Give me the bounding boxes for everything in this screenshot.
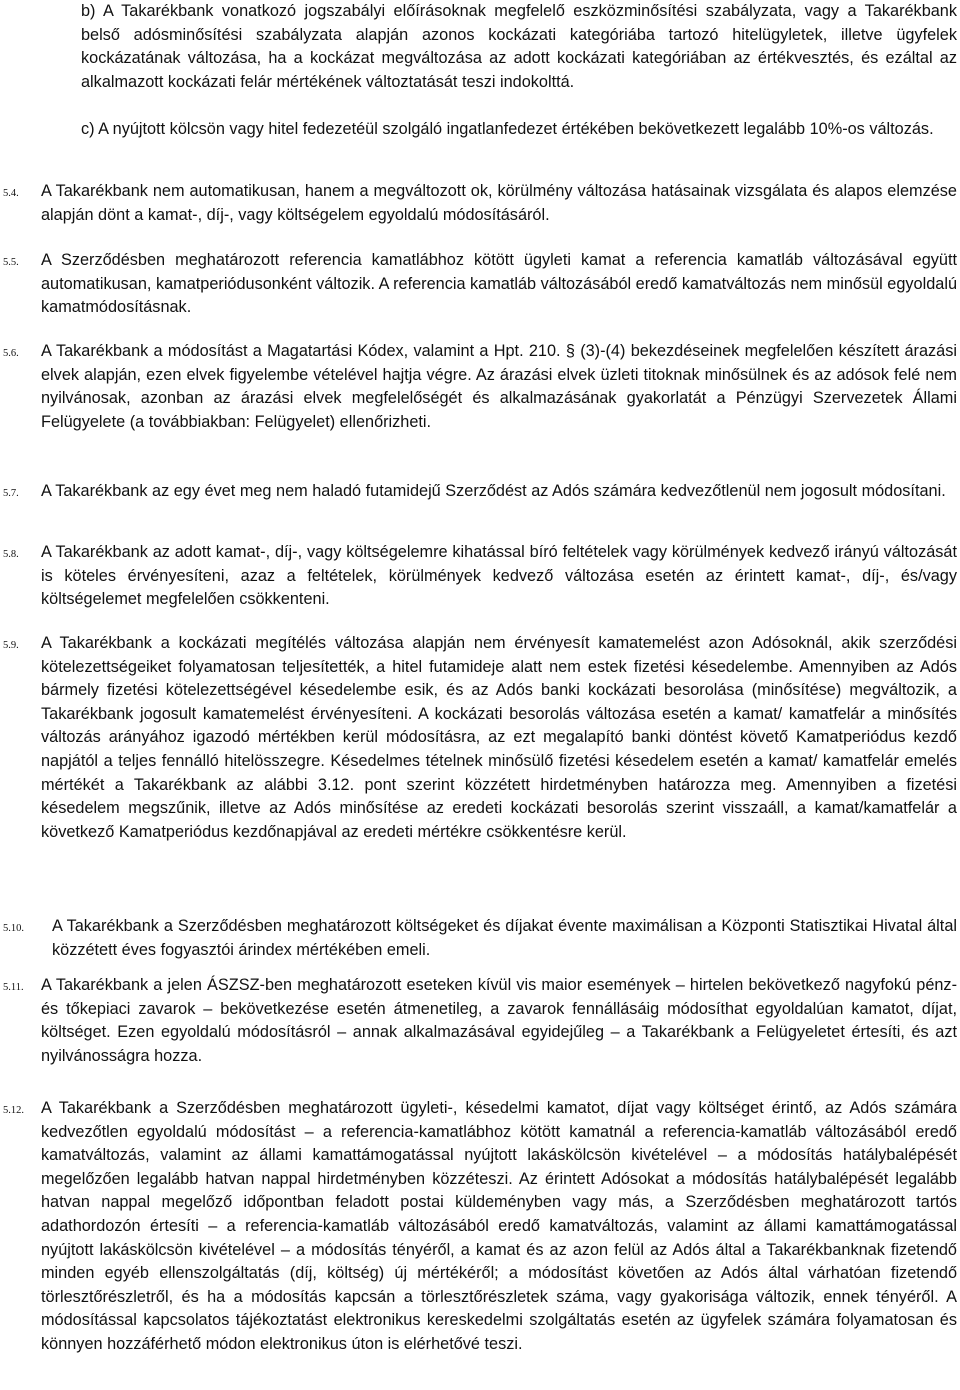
section-text: A Takarékbank a Szerződésben meghatározott költségeket és díjakat évente maximálisan a Központi Statisztikai Hivatal által közzétett éves fogyasztói árindex mértékében emeli. [52, 917, 957, 959]
section-number: 5.4. [3, 188, 19, 199]
section-number: 5.11. [3, 982, 24, 993]
paragraph-b: b) A Takarékbank vonatkozó jogszabályi előírásoknak megfelelő eszközminősítési szabályzata, vagy a Takarékbank belső adósminősítési szabályzata alapján azonos kockázati kategóriába tartozó hitelügyletek, illetve ügyfelek kockázatának változása, ha a kockázat megváltozása az adott kockázati kategóriában az értékvesztés, és ezáltal az alkalmazott kockázati felár mértékének változtatását teszi indokolttá. [81, 2, 957, 91]
section-text: A Takarékbank a kockázati megítélés változása alapján nem érvényesít kamatemelést azon Adósoknál, akik szerződési kötelezettségeiket folyamatosan teljesítették, a hitel futamideje alatt nem estek fizetési késedelembe. Amennyiben az Adós bármely fizetési kötelezettségével késedelembe esik, és az Adós banki kockázati besorolása (minősítése) megváltozik, a Takarékbank jogosult kamatemelést érvényesíteni. A kockázati besorolás változása esetén a kamat/ kamatfelár a minősítés változás arányához igazodó mértékben kerül módosításra, az ezt megalapító banki döntést követő Kamatperiódus kezdő napjától a teljes fennálló hitelösszegre. Késedelmes tételnek minősülő fizetési késedelem esetén a kamat/ kamatfelár emelés mértékét a Takarékbank az alábbi 3.12. pont szerint közzétett hirdetményben határozza meg. Amennyiben a fizetési késedelem megszűnik, illetve az Adós minősítése az eredeti kockázati besorolás szerint visszaáll, a kamat/kamatfelár a következő Kamatperiódus kezdőnapjával az eredeti mértékre csökkentésre kerül. [41, 634, 957, 841]
section-text: A Takarékbank a Szerződésben meghatározott ügyleti-, késedelmi kamatot, díjat vagy költséget érintő, az Adós számára kedvezőtlen egyoldalú módosítást – a referencia-kamatlábhoz kötött kamatnál a referencia-kamatláb változásából eredő kamatváltozás, valamint az állami kamattámogatással nyújtott lakáskölcsön kivételével – a módosítás hatálybalépését megelőzően legalább hatvan nappal hirdetményben közzéteszi. Az érintett Adósokat a módosítás hatálybalépését legalább hatvan nappal megelőző időpontban feladott postai küldeményben vagy más, a Szerződésben meghatározott tartós adathordozón értesíti – a referencia-kamatláb változásából eredő kamatváltozás, valamint az állami kamattámogatással nyújtott lakáskölcsön kivételével – a módosítás tényéről, a kamat és az azon felül az Adós által a Takarékbanknak fizetendő minden egyéb ellenszolgáltatás (díj, költség) új mértékéről; a módosítást követően az Adós által várhatóan fizetendő törlesztőrészletről, és ha a módosítás kapcsán a törlesztőrészletek száma, vagy gyakorisága változik, ennek tényéről. A módosítással kapcsolatos tájékoztatást elektronikus kereskedelmi szolgáltatás esetén az ügyfelek számára folyamatosan és könnyen hozzáférhető módon elektronikus úton is elérhetővé teszi. [41, 1099, 957, 1353]
section-number: 5.9. [3, 640, 19, 651]
section-number: 5.6. [3, 348, 19, 359]
section-number: 5.7. [3, 488, 19, 499]
section-text: A Takarékbank az adott kamat-, díj-, vagy költségelemre kihatással bíró feltételek vagy körülmények kedvező irányú változását is köteles érvényesíteni, azaz a feltételek, körülmények kedvező változása esetén az érintett kamat-, díj-, és/vagy költségelemet megfelelően csökkenteni. [41, 543, 957, 609]
section-text: A Takarékbank az egy évet meg nem haladó futamidejű Szerződést az Adós számára kedvezőtlenül nem jogosult módosítani. [41, 482, 946, 500]
section-text: A Takarékbank a jelen ÁSZSZ-ben meghatározott eseteken kívül vis maior események – hirtelen bekövetkező nagyfokú pénz- és tőkepiaci zavarok – bekövetkezése esetén átmenetileg, a zavarok fennállásáig módosíthat egyoldalúan kamatot, díjat, költséget. Ezen egyoldalú módosításról – annak alkalmazásával egyidejűleg – a Takarékbank a Felügyeletet értesíti, és azt nyilvánosságra hozza. [41, 976, 957, 1065]
section-text: A Takarékbank a módosítást a Magatartási Kódex, valamint a Hpt. 210. § (3)-(4) bekezdéseinek megfelelően készített árazási elvek alapján, ezen elvek figyelembe vételével hajtja végre. Az árazási elvek üzleti titoknak minősülnek és az adósok felé nem nyilvánosak, azonban az árazási elvek megfelelőségét és alkalmazásának gyakorlatát a Pénzügyi Szervezetek Állami Felügyelete (a továbbiakban: Felügyelet) ellenőrizheti. [41, 342, 957, 431]
section-number: 5.12. [3, 1105, 24, 1116]
section-text: A Szerződésben meghatározott referencia kamatlábhoz kötött ügyleti kamat a referencia kamatláb változásával együtt automatikusan, kamatperiódusonként változik. A referencia kamatláb változásából eredő kamatváltozás nem minősül egyoldalú kamatmódosításnak. [41, 251, 957, 317]
paragraph-c: c) A nyújtott kölcsön vagy hitel fedezetéül szolgáló ingatlanfedezet értékében bekövetkezett legalább 10%-os változás. [81, 120, 934, 138]
section-number: 5.10. [3, 923, 24, 934]
section-text: A Takarékbank nem automatikusan, hanem a megváltozott ok, körülmény változása hatásainak vizsgálata és alapos elemzése alapján dönt a kamat-, díj-, vagy költségelem egyoldalú módosításáról. [41, 182, 957, 224]
section-number: 5.5. [3, 257, 19, 268]
section-number: 5.8. [3, 549, 19, 560]
